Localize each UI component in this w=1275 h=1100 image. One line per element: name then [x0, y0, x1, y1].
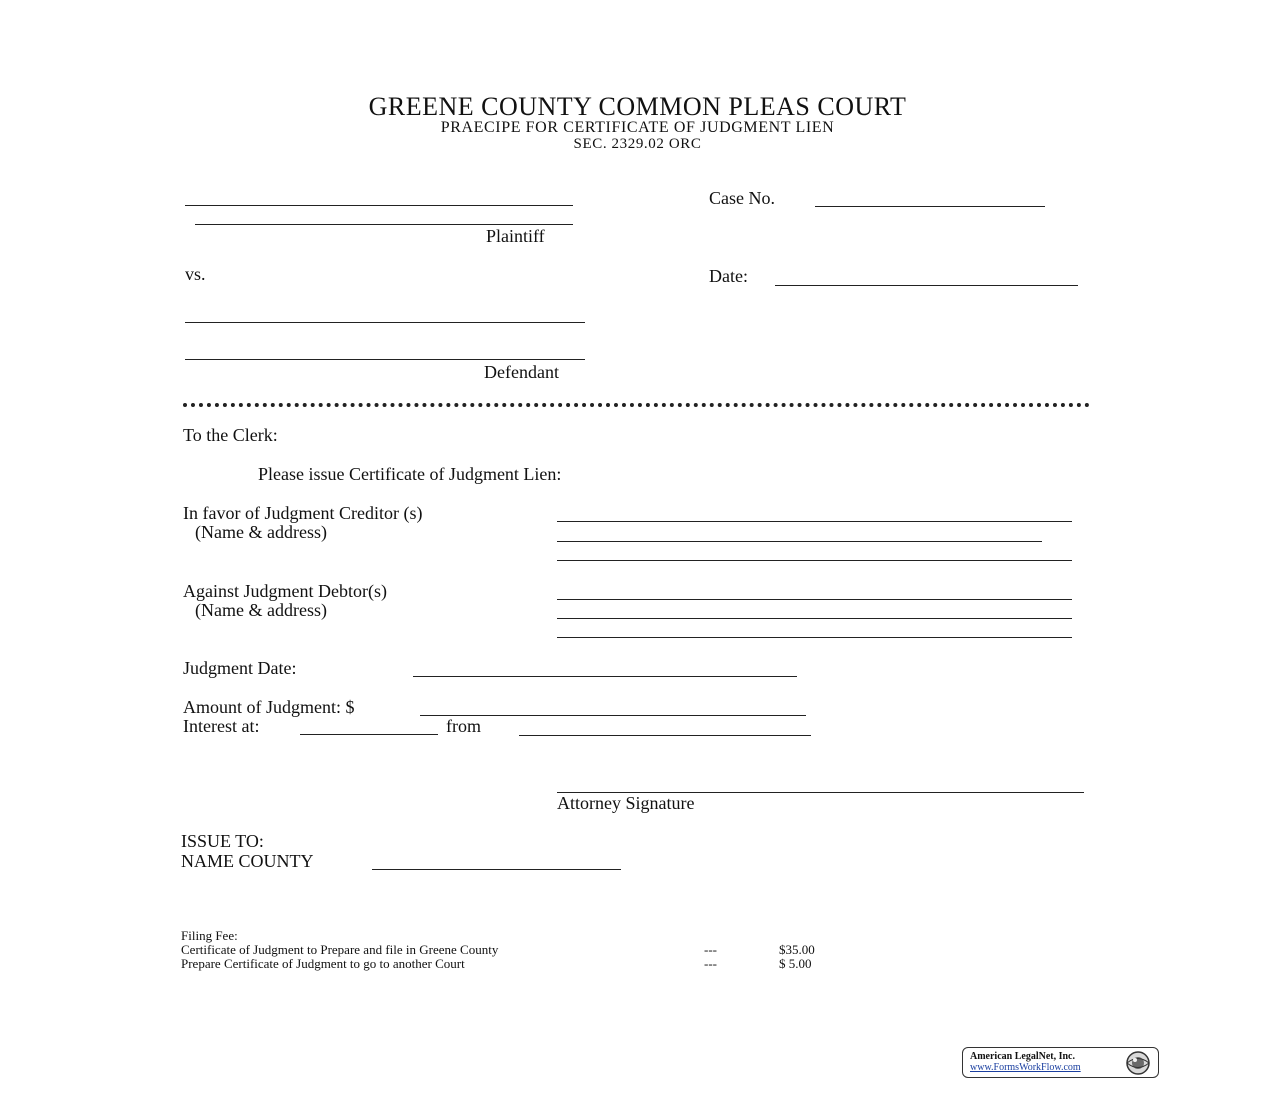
debtor-line-1[interactable] — [557, 599, 1072, 600]
debtor-label: Against Judgment Debtor(s) — [183, 581, 387, 601]
plaintiff-name-line-1[interactable] — [185, 205, 573, 206]
interest-label: Interest at: — [183, 716, 260, 736]
county-name-field[interactable] — [372, 869, 621, 870]
interest-rate-field[interactable] — [300, 734, 438, 735]
interest-from-field[interactable] — [519, 735, 811, 736]
creditor-sub-label: (Name & address) — [195, 522, 327, 542]
case-no-label: Case No. — [709, 188, 775, 208]
attorney-signature-label: Attorney Signature — [557, 793, 695, 813]
judgment-date-label: Judgment Date: — [183, 658, 297, 678]
case-no-field[interactable] — [815, 206, 1045, 207]
salutation: To the Clerk: — [183, 425, 278, 445]
from-label: from — [446, 716, 481, 736]
plaintiff-label: Plaintiff — [486, 226, 545, 246]
fee-item-2-description: Prepare Certificate of Judgment to go to another Court — [181, 956, 465, 971]
fee-item-2-amount: $ 5.00 — [779, 956, 812, 971]
issue-to-label: ISSUE TO: — [181, 831, 264, 851]
fee-item-1-amount: $35.00 — [779, 942, 815, 957]
logo-company-name: American LegalNet, Inc. — [970, 1051, 1075, 1062]
defendant-name-line-1[interactable] — [185, 322, 585, 323]
defendant-label: Defendant — [484, 362, 559, 382]
fee-item-2-separator: --- — [704, 956, 717, 971]
debtor-sub-label: (Name & address) — [195, 600, 327, 620]
vs-label: vs. — [185, 264, 206, 284]
name-county-label: NAME COUNTY — [181, 851, 314, 871]
statute-reference: SEC. 2329.02 ORC — [573, 136, 702, 152]
request-text: Please issue Certificate of Judgment Lien: — [258, 464, 562, 484]
separator-rule — [183, 403, 1090, 407]
american-legalnet-logo[interactable] — [962, 1047, 1159, 1078]
debtor-line-3[interactable] — [557, 637, 1072, 638]
fee-item-1-separator: --- — [704, 942, 717, 957]
globe-icon — [1123, 1050, 1153, 1076]
creditor-label: In favor of Judgment Creditor (s) — [183, 503, 423, 523]
defendant-name-line-2[interactable] — [185, 359, 585, 360]
creditor-line-1[interactable] — [557, 521, 1072, 522]
plaintiff-name-line-2[interactable] — [195, 224, 573, 225]
creditor-line-3[interactable] — [557, 560, 1072, 561]
judgment-date-field[interactable] — [413, 676, 797, 677]
fee-item-1-description: Certificate of Judgment to Prepare and file in Greene County — [181, 942, 499, 957]
logo-url[interactable]: www.FormsWorkFlow.com — [970, 1062, 1081, 1073]
court-title: GREENE COUNTY COMMON PLEAS COURT — [368, 92, 907, 121]
creditor-line-2[interactable] — [557, 541, 1042, 542]
form-title: PRAECIPE FOR CERTIFICATE OF JUDGMENT LIEN — [440, 119, 835, 136]
amount-label: Amount of Judgment: $ — [183, 697, 355, 717]
date-field[interactable] — [775, 285, 1078, 286]
filing-fee-title: Filing Fee: — [181, 928, 238, 943]
date-label: Date: — [709, 266, 748, 286]
debtor-line-2[interactable] — [557, 618, 1072, 619]
